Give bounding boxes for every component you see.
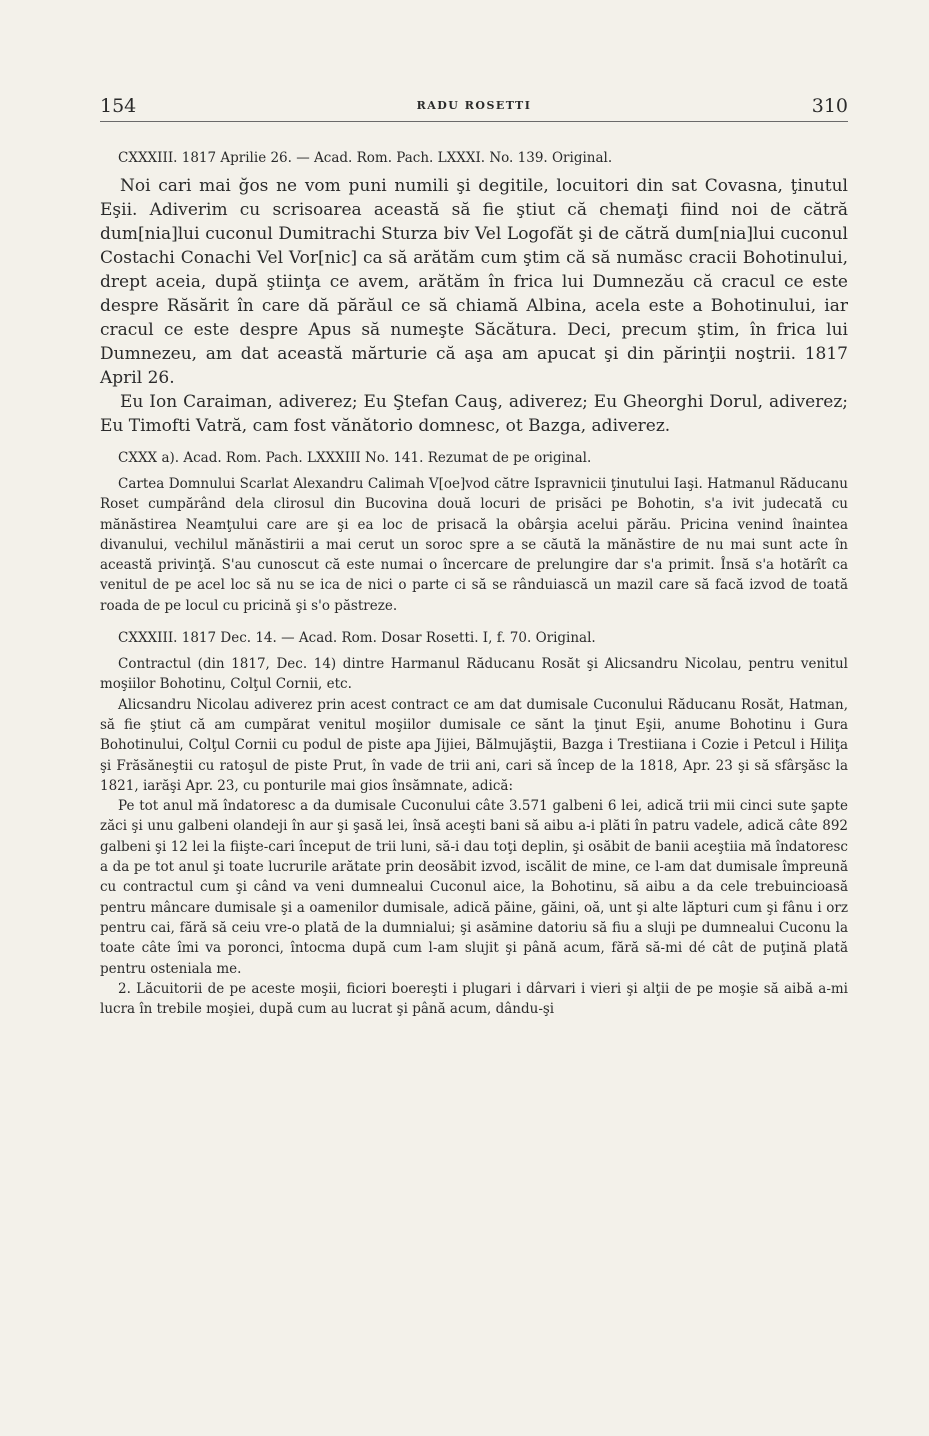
document-2-paragraph-1: Cartea Domnului Scarlat Alexandru Calimah V[oe]vod către Ispravnicii ţinutului Iaşi. Hatmanul Răducanu Roset cumpărând dela clirosul din Bucovina două locuri de prisăci pe Bohotin, s'a ivit judecată cu mănăstirea Neamţului care are şi ea loc de prisacă la obârşia acelui părău. Pricina venind înaintea divanului, vechilul mănăstirii a mai cerut un soroc spre a se căută la mănăstire de nu mai sunt acte în această privinţă. S'au cunoscut că este numai o încercare de prelungire dar s'a primit. Însă s'a hotărît ca venitul de pe acel loc să nu se ica de nici o parte ci să se rânduiască un mazil care să facă izvod de toată roada de pe locul cu pricină şi s'o păstreze. bbox=[100, 476, 848, 614]
document-3-paragraph-4: 2. Lăcuitorii de pe aceste moşii, ficiori boereşti i plugari i dârvari i vieri şi alţii de pe moşie să aibă a-mi lucra în trebile moşiei, după cum au lucrat şi până acum, dându-şi bbox=[100, 980, 848, 1018]
document-reference-1: CXXXIII. 1817 Aprilie 26. — Acad. Rom. Pach. LXXXI. No. 139. Original. bbox=[118, 150, 613, 166]
document-reference-3: CXXXIII. 1817 Dec. 14. — Acad. Rom. Dosar Rosetti. I, f. 70. Original. bbox=[118, 630, 596, 647]
document-3-paragraph-1: Contractul (din 1817, Dec. 14) dintre Harmanul Răducanu Rosăt şi Alicsandru Nicolau, pentru venitul moşiilor Bohotinu, Colţul Cornii, etc. bbox=[100, 656, 848, 693]
page-number-right: 310 bbox=[811, 95, 848, 117]
page-body bbox=[100, 148, 848, 1019]
document-1-paragraph-1: Noi cari mai ğos ne vom puni numili şi degitile, locuitori din sat Covasna, ţinutul Eşii. Adiverim cu scrisoarea această să fie ştiut că chemaţi fiind noi de cătră dum[nia]lui cuconul Dumitrachi Sturza biv Vel Logofăt şi de cătră dum[nia]lui cuconul Costachi Conachi Vel Vor[nic] ca să arătăm cum ştim că să număsc cracii Bohotinului, drept aceia, după ştiinţa ce avem, arătăm în frica lui Dumnezău că cracul ce este despre Răsărit în care dă părăul ce să chiamă Albina, acela este a Bohotinului, iar cracul ce este despre Apus să numeşte Săcătura. Deci, precum ştim, în frica lui Dumnezeu, am dat această mărturie că aşa am apucat şi din părinţii noştrii. 1817 April 26. bbox=[100, 176, 848, 388]
running-title: RADU ROSETTI bbox=[416, 99, 532, 112]
page-header bbox=[100, 95, 848, 122]
document-reference-2: CXXX a). Acad. Rom. Pach. LXXXIII No. 141. Rezumat de pe original. bbox=[118, 450, 592, 466]
page-number-left: 154 bbox=[100, 95, 137, 117]
document-1-paragraph-2: Eu Ion Caraiman, adiverez; Eu Ştefan Cauş, adiverez; Eu Gheorghi Dorul, adiverez; Eu Timofti Vatră, cam fost vănătorio domnesc, ot Bazga, adiverez. bbox=[100, 392, 848, 436]
document-3-paragraph-2: Alicsandru Nicolau adiverez prin acest contract ce am dat dumisale Cuconului Răducanu Rosăt, Hatman, să fie ştiut că am cumpărat venitul moşiilor dumisale ce sănt la ţinut Eşii, anume Bohotinu i Gura Bohotinului, Colţul Cornii cu podul de piste apa Jijiei, Bălmujăştii, Bazga i Trestiiana i Cozie i Petcul i Hiliţa şi Frăsăneştii cu ratoşul de piste Prut, în vade de trii ani, cari să încep de la 1818, Apr. 23 şi să sfârşăsc la 1821, iarăşi Apr. 23, cu ponturile mai gios însămnate, adică: bbox=[100, 696, 848, 794]
document-3-paragraph-3: Pe tot anul mă îndatoresc a da dumisale Cuconului câte 3.571 galbeni 6 lei, adică trii mii cinci sute şapte zăci şi unu galbeni olandeji în aur şi şasă lei, însă aceşti bani să aibu a-i plăti în patru vadele, adică câte 892 galbeni şi 12 lei la fiişte-cari început de trii luni, să-i dau toţi deplin, şi osăbit de banii aceştiia mă îndatoresc a da pe tot anul şi toate lucrurile arătate prin deosăbit izvod, iscălit de mine, ce l-am dat dumisale împreună cu contractul cum şi când va veni dumnealui Cuconul aice, la Bohotinu, să aibu a da cele trebuincioasă pentru mâncare dumisale şi a oamenilor dumisale, adică păine, găini, oă, unt şi alte lăpturi cum şi fânu i orz pentru cai, fără să ceiu vre-o plată de la dumnialui; şi asămine datoriu să fiu a sluji pe dumnealui Cuconu la toate câte îmi va poronci, întocma după cum l-am slujit şi până acum, fără să-mi dé cât de puţină plată pentru osteniala me. bbox=[100, 798, 848, 977]
